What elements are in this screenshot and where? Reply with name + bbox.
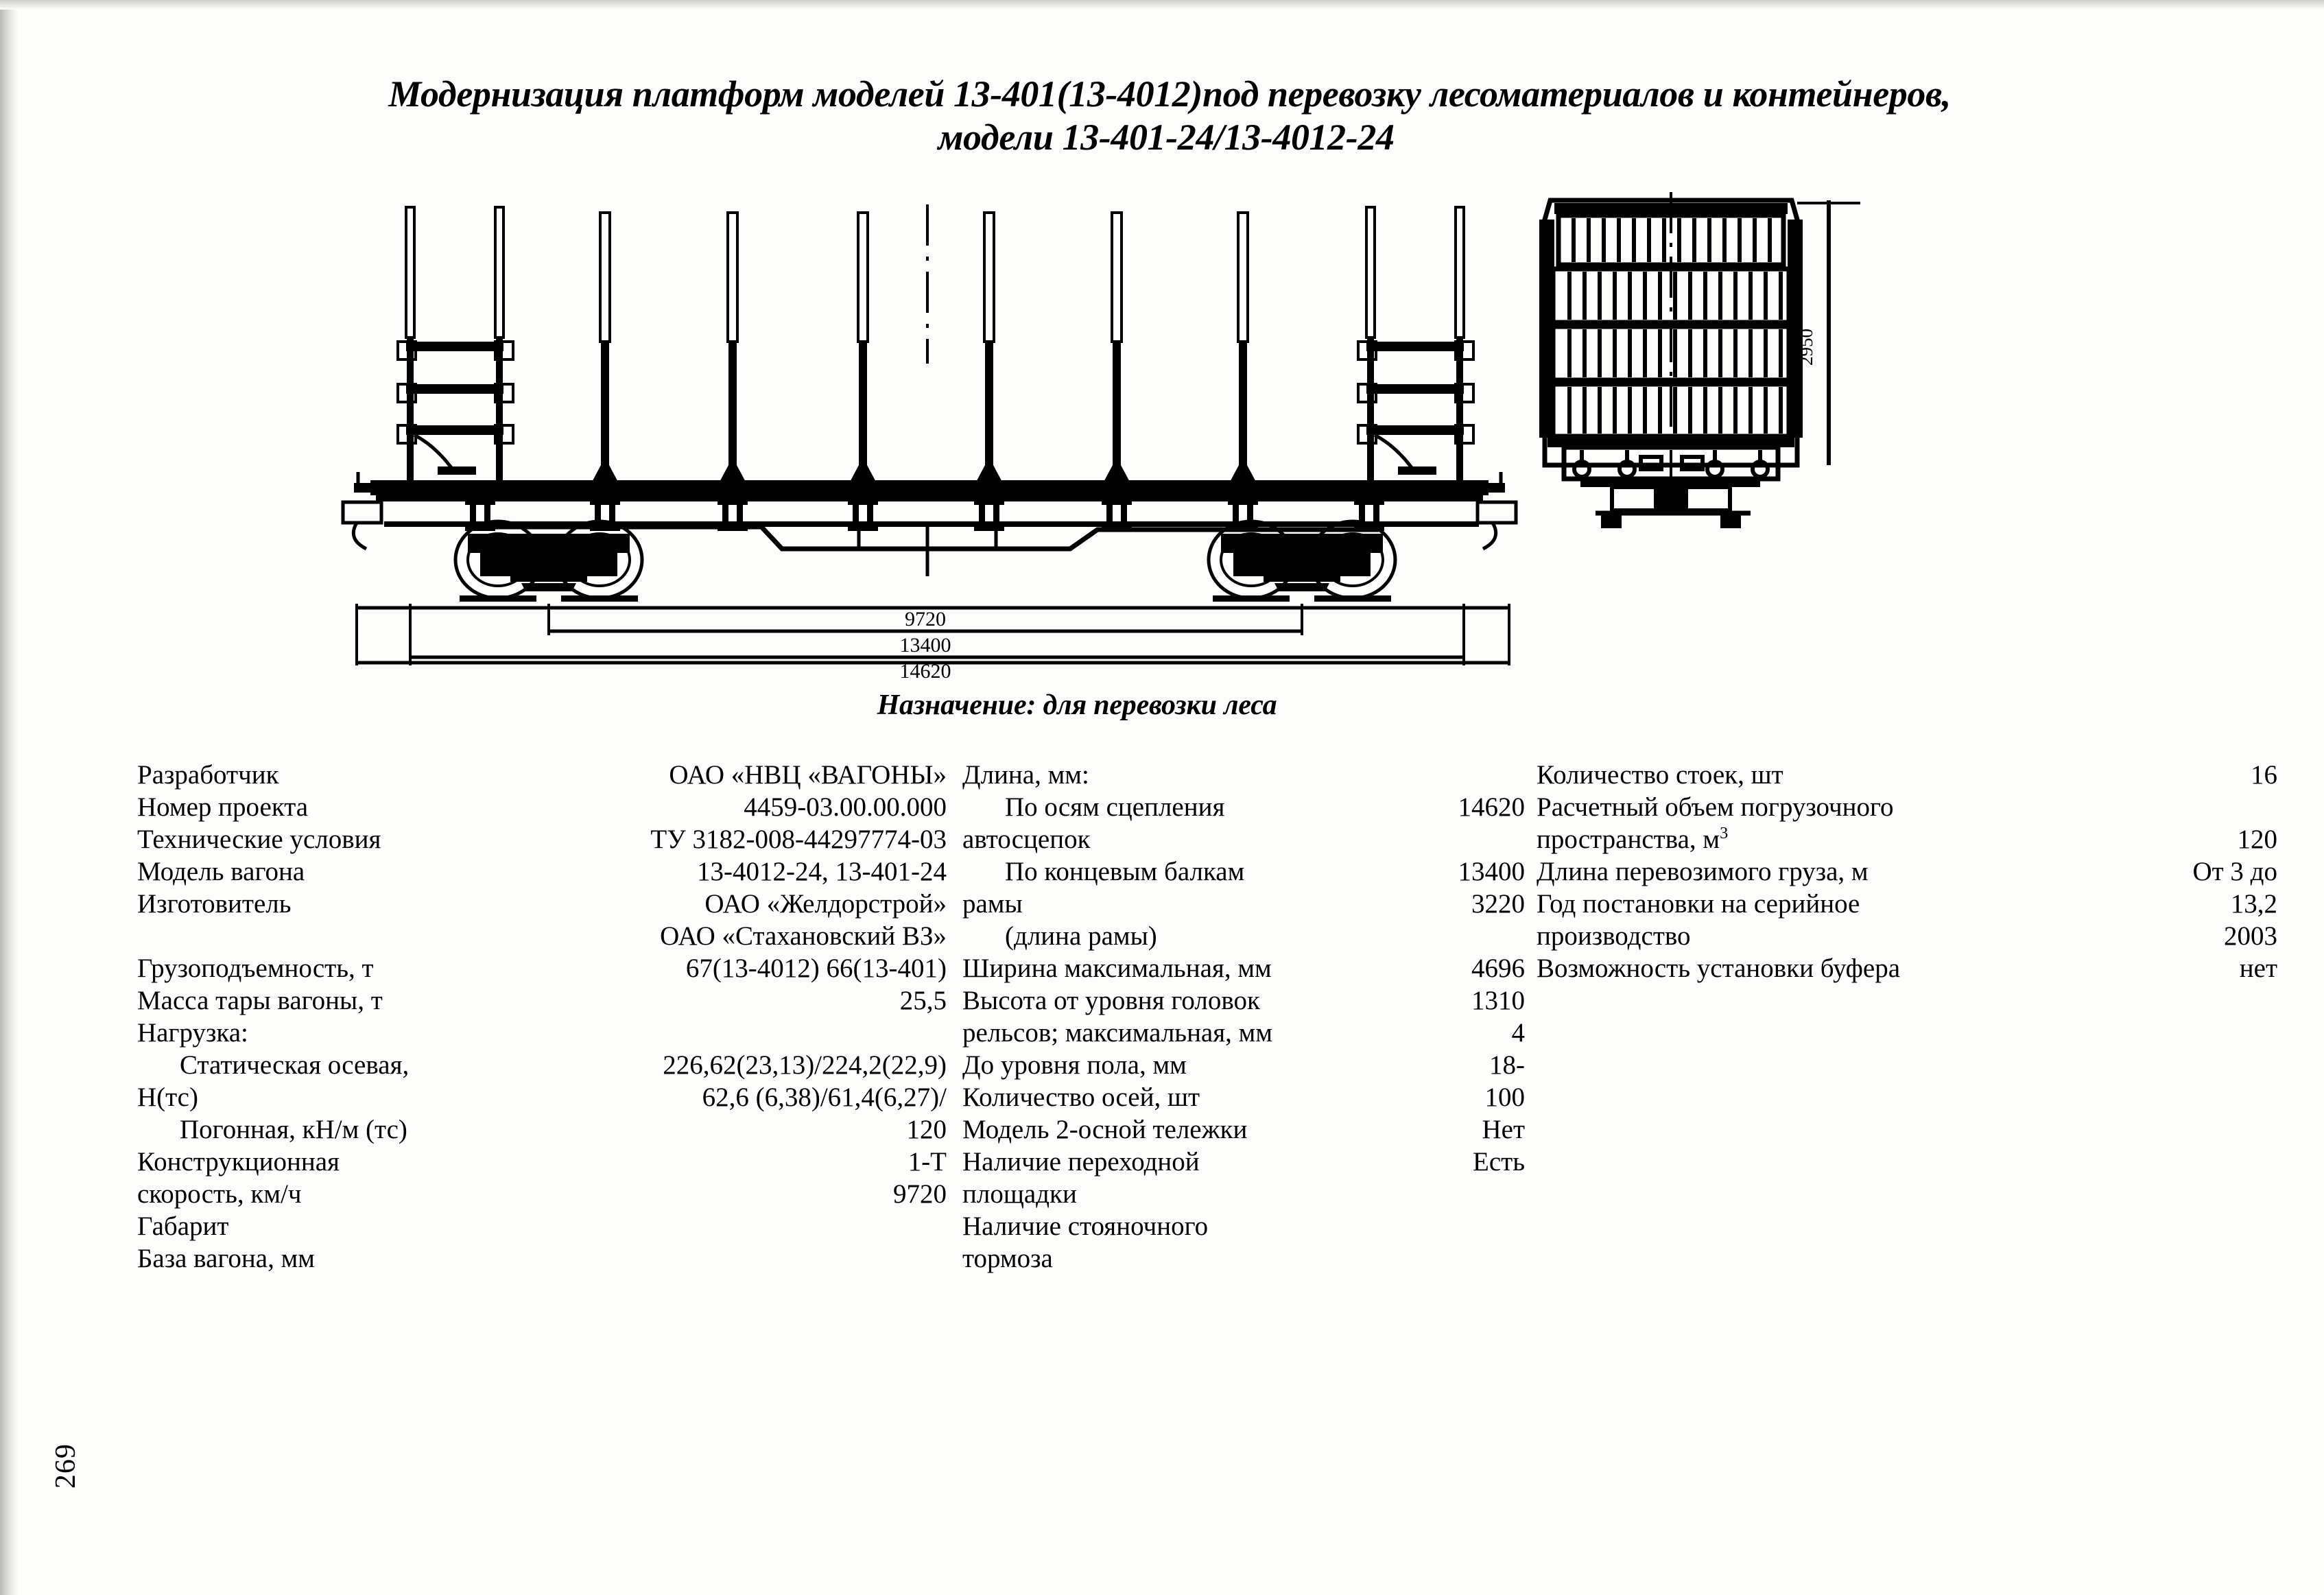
- spec-label: По концевым балкам: [1005, 857, 1245, 886]
- spec-label: площадки: [962, 1179, 1077, 1209]
- spec-value: 13400: [1458, 857, 1525, 886]
- spec-row: [137, 759, 947, 791]
- spec-value: 226,62(23,13)/224,2(22,9): [663, 1050, 947, 1080]
- spec-label: Грузоподъемность, т: [137, 954, 374, 983]
- spec-value: ОАО «Желдорстрой»: [704, 889, 947, 919]
- spec-row: [1537, 823, 2277, 855]
- spec-label: Н(тс): [137, 1083, 198, 1112]
- spec-value: 67(13-4012) 66(13-401): [685, 954, 947, 983]
- spec-value: 4459-03.00.00.000: [744, 792, 947, 822]
- spec-label: Статическая осевая,: [180, 1050, 410, 1080]
- spec-label: Количество стоек, шт: [1537, 760, 1783, 790]
- spec-row: [962, 1178, 1525, 1210]
- spec-label: Номер проекта: [137, 792, 309, 822]
- spec-label: Расчетный объем погрузочного: [1537, 792, 1894, 822]
- spec-row: [962, 1081, 1525, 1113]
- spec-row: [1537, 920, 2277, 952]
- spec-row: [137, 888, 947, 920]
- spec-label: Высота от уровня головок: [962, 986, 1260, 1015]
- spec-row: [1537, 952, 2277, 984]
- spec-label: До уровня пола, мм: [962, 1050, 1187, 1080]
- spec-label: Масса тары вагоны, т: [137, 986, 383, 1015]
- spec-row: [962, 823, 1525, 855]
- spec-row: [962, 1113, 1525, 1146]
- bogie-left: [455, 521, 642, 602]
- end-gate-right: [1358, 207, 1473, 480]
- spec-row: [962, 855, 1525, 888]
- spec-row: [137, 823, 947, 855]
- purpose-caption: Назначение: для перевозки леса: [877, 689, 1277, 721]
- spec-value: нет: [2239, 954, 2277, 983]
- spec-row: [137, 952, 947, 984]
- technical-drawing: [0, 192, 2324, 683]
- spec-value: 4: [1511, 1018, 1525, 1048]
- spec-column-middle: [962, 759, 1525, 1275]
- spec-row: [962, 1017, 1525, 1049]
- spec-row: [1537, 855, 2277, 888]
- spec-row: [137, 1113, 947, 1146]
- spec-row: [962, 952, 1525, 984]
- spec-label: Разработчик: [137, 760, 279, 790]
- spec-row: [137, 1146, 947, 1178]
- spec-value: 2003: [2224, 921, 2277, 951]
- spec-label: скорость, км/ч: [137, 1179, 302, 1209]
- stanchion-6: [1228, 213, 1258, 486]
- spec-value: 100: [1484, 1083, 1525, 1112]
- spec-label: По осям сцепления: [1005, 792, 1225, 822]
- spec-row: [962, 1049, 1525, 1081]
- spec-row: [137, 920, 947, 952]
- spec-label: Габарит: [137, 1212, 229, 1241]
- dimension-label-end-beams: 13400: [899, 634, 951, 657]
- spec-row: [137, 1081, 947, 1113]
- spec-row: [962, 1242, 1525, 1275]
- spec-label: Наличие переходной: [962, 1147, 1200, 1177]
- specification-table: [137, 759, 2277, 1294]
- spec-row: [137, 1017, 947, 1049]
- spec-label: Модель 2-осной тележки: [962, 1115, 1248, 1144]
- spec-value: ТУ 3182-008-44297774-03: [650, 825, 947, 854]
- side-elevation: [343, 204, 1516, 683]
- spec-label: База вагона, мм: [137, 1244, 315, 1273]
- spec-value: 120: [2237, 825, 2277, 854]
- spec-label: рельсов; максимальная, мм: [962, 1018, 1273, 1048]
- spec-row: [962, 920, 1525, 952]
- spec-label: Погонная, кН/м (тс): [180, 1115, 407, 1144]
- spec-row: [137, 855, 947, 888]
- dimension-label-bogie-centres: 9720: [905, 608, 946, 630]
- spec-row: [962, 888, 1525, 920]
- spec-label: Технические условия: [137, 825, 381, 854]
- spec-label: Возможность установки буфера: [1537, 954, 1901, 983]
- coupler-right: [1478, 472, 1516, 549]
- spec-label: Год постановки на серийное: [1537, 889, 1860, 919]
- spec-value: ОАО «Стахановский ВЗ»: [660, 921, 947, 951]
- spec-row: [962, 984, 1525, 1017]
- deck-underline: [376, 495, 1483, 501]
- spec-value: 25,5: [899, 986, 947, 1015]
- spec-value: 1-Т: [908, 1147, 947, 1177]
- spec-label: тормоза: [962, 1244, 1053, 1273]
- spec-value: От 3 до: [2192, 857, 2277, 886]
- spec-value: 18-: [1489, 1050, 1525, 1080]
- page-title-line-1: Модернизация платформ моделей 13-401(13-4012)под перевозку лесоматериалов и контейнеров,: [388, 73, 1951, 115]
- spec-column-right: [1537, 759, 2277, 984]
- spec-label: рамы: [962, 889, 1023, 919]
- end-elevation: [1539, 192, 1860, 528]
- stanchion-2: [718, 213, 748, 486]
- spec-row: [962, 759, 1525, 791]
- spec-row: [137, 1049, 947, 1081]
- spec-label: Изготовитель: [137, 889, 292, 919]
- stanchion-5: [1102, 213, 1132, 486]
- spec-row: [962, 1146, 1525, 1178]
- spec-row: [137, 1210, 947, 1242]
- stanchion-1: [590, 213, 620, 486]
- spec-label: Нагрузка:: [137, 1018, 248, 1048]
- spec-row: [137, 984, 947, 1017]
- spec-label: Конструкционная: [137, 1147, 340, 1177]
- spec-label: Количество осей, шт: [962, 1083, 1200, 1112]
- spec-row: [962, 1210, 1525, 1242]
- bogie-right: [1209, 521, 1395, 602]
- spec-row: [962, 791, 1525, 823]
- spec-value: 13,2: [2230, 889, 2277, 919]
- spec-value: 4696: [1471, 954, 1525, 983]
- spec-label: пространства, $м^3$: [1537, 824, 1729, 854]
- page-number: 269: [50, 1443, 82, 1489]
- spec-value: 3220: [1471, 889, 1525, 919]
- spec-label: Ширина максимальная, мм: [962, 954, 1272, 983]
- spec-row: [137, 1178, 947, 1210]
- page-title-line-2: модели 13-401-24/13-4012-24: [938, 116, 1395, 158]
- deck-plate: [370, 480, 1489, 495]
- spec-value: 120: [906, 1115, 947, 1144]
- dimension-label-coupler-axes: 14620: [899, 660, 951, 683]
- spec-value: 62,6 (6,38)/61,4(6,27)/: [702, 1083, 947, 1112]
- spec-row: [137, 791, 947, 823]
- spec-row: [137, 1242, 947, 1275]
- page-title: [130, 73, 2202, 158]
- end-view-height-dimension-label: 2950: [1796, 329, 1816, 366]
- spec-label: Наличие стояночного: [962, 1212, 1209, 1241]
- spec-column-left: [137, 759, 947, 1275]
- coupler-left: [343, 472, 381, 549]
- spec-label: автосцепок: [962, 825, 1091, 854]
- spec-row: [1537, 759, 2277, 791]
- spec-row: [1537, 791, 2277, 823]
- spec-value: Есть: [1473, 1147, 1525, 1177]
- spec-label: Длина перевозимого груза, м: [1537, 857, 1869, 886]
- spec-label: Модель вагона: [137, 857, 305, 886]
- stanchion-3: [848, 213, 878, 486]
- stanchion-4: [974, 213, 1004, 486]
- spec-value: 1310: [1471, 986, 1525, 1015]
- dimension-chain: [357, 604, 1509, 683]
- spec-value: 9720: [893, 1179, 947, 1209]
- spec-label: (длина рамы): [1005, 921, 1157, 951]
- end-gate-left: [398, 207, 513, 480]
- drawing-svg: [0, 192, 2324, 683]
- spec-row: [1537, 888, 2277, 920]
- spec-label: производство: [1537, 921, 1691, 951]
- stanchion-group: [398, 207, 1473, 486]
- spec-value: 13-4012-24, 13-401-24: [697, 857, 947, 886]
- spec-value: 16: [2251, 760, 2277, 790]
- scan-top-edge-shadow: [0, 0, 2324, 10]
- spec-label: Длина, мм:: [962, 760, 1089, 790]
- spec-value: 14620: [1458, 792, 1525, 822]
- spec-value: ОАО «НВЦ «ВАГОНЫ»: [669, 760, 947, 790]
- spec-value: Нет: [1482, 1115, 1525, 1144]
